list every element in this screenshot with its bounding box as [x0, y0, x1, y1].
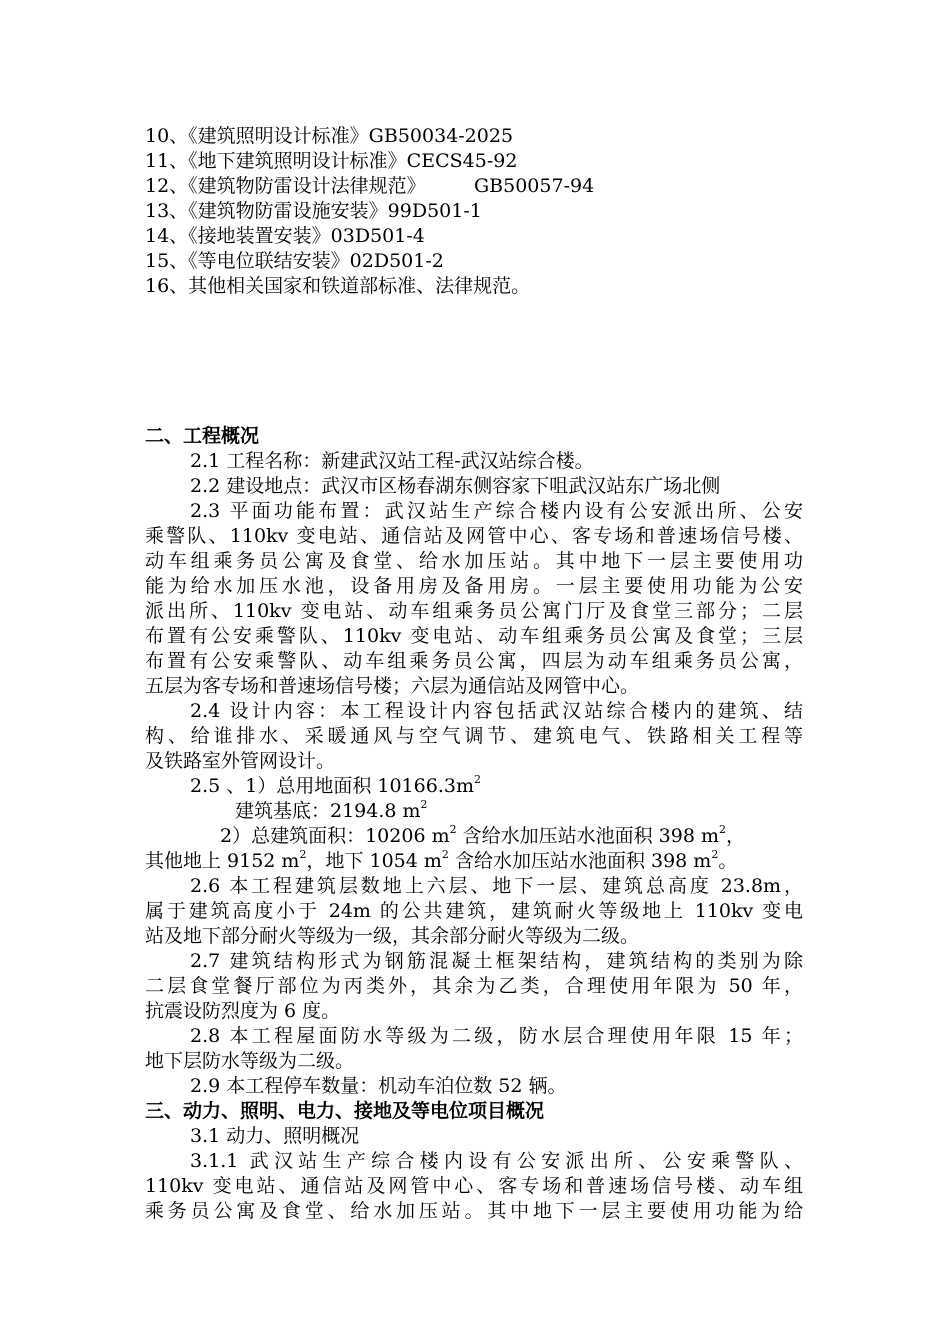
paragraph-line: 属于建筑高度小于 24m 的公共建筑，建筑耐火等级地上 110kv 变电: [145, 900, 803, 922]
superscript: 2: [449, 822, 457, 836]
paragraph-line: 2.2 建设地点：武汉市区杨春湖东侧容家下咀武汉站东广场北侧: [190, 475, 721, 497]
paragraph-line: 动车组乘务员公寓及食堂、给水加压站。其中地下一层主要使用功: [145, 550, 803, 572]
reference-item: 12、《建筑物防雷设计法律规范》 GB50057-94: [145, 175, 595, 197]
area-text: 其他地上 9152 m: [145, 850, 300, 872]
paragraph-line: 布置有公安乘警队、110kv 变电站、动车组乘务员公寓及食堂；三层: [145, 625, 803, 647]
paragraph-line: 及铁路室外管网设计。: [145, 750, 336, 772]
paragraph-line: 五层为客专场和普速场信号楼；六层为通信站及网管中心。: [145, 675, 640, 697]
paragraph-line: [145, 849, 737, 874]
paragraph-line: 2.7 建筑结构形式为钢筋混凝土框架结构，建筑结构的类别为除: [190, 950, 803, 972]
paragraph-line: [235, 799, 428, 824]
paragraph-line: 2.9 本工程停车数量：机动车泊位数 52 辆。: [190, 1075, 567, 1097]
paragraph-line: 2.4 设计内容：本工程设计内容包括武汉站综合楼内的建筑、结: [190, 700, 803, 722]
reference-item: 15、《等电位联结安装》02D501-2: [145, 250, 444, 272]
reference-item: 11、《地下建筑照明设计标准》CECS45-92: [145, 150, 518, 172]
superscript: 2: [711, 847, 719, 861]
paragraph-line: 2.3 平面功能布置：武汉站生产综合楼内设有公安派出所、公安: [190, 500, 803, 522]
paragraph-line: [220, 824, 745, 849]
paragraph-line: 布置有公安乘警队、动车组乘务员公寓，四层为动车组乘务员公寓，: [145, 650, 803, 672]
paragraph-line: 乘务员公寓及食堂、给水加压站。其中地下一层主要使用功能为给: [145, 1200, 803, 1222]
superscript: 2: [420, 797, 428, 811]
paragraph-line: 110kv 变电站、通信站及网管中心、客专场和普速场信号楼、动车组: [145, 1175, 803, 1197]
superscript: 2: [473, 772, 481, 786]
area-text: 。: [718, 850, 738, 872]
area-text: ，: [726, 825, 746, 847]
paragraph-line: 2.1 工程名称：新建武汉站工程-武汉站综合楼。: [190, 450, 594, 472]
paragraph-line: 3.1.1 武汉站生产综合楼内设有公安派出所、公安乘警队、: [190, 1150, 803, 1172]
area-text: ，地下 1054 m: [306, 850, 442, 872]
reference-item: 13、《建筑物防雷设施安装》99D501-1: [145, 200, 482, 222]
area-text: 含给水加压站水池面积 398 m: [448, 850, 712, 872]
superscript: 2: [719, 822, 726, 836]
area-text: 2.5 、1）总用地面积 10166.3m: [190, 775, 474, 797]
paragraph-line: [190, 774, 481, 799]
paragraph-line: 派出所、110kv 变电站、动车组乘务员公寓门厅及食堂三部分；二层: [145, 600, 803, 622]
paragraph-line: 构、给谁排水、采暖通风与空气调节、建筑电气、铁路相关工程等: [145, 725, 803, 747]
area-text: 2）总建筑面积：10206 m: [220, 825, 450, 847]
paragraph-line: 站及地下部分耐火等级为一级，其余部分耐火等级为二级。: [145, 925, 640, 947]
section-heading: 二、工程概况: [145, 425, 260, 447]
area-text: 含给水加压站水池面积 398 m: [456, 825, 719, 847]
paragraph-line: 乘警队、110kv 变电站、通信站及网管中心、客专场和普速场信号楼、: [145, 525, 803, 547]
paragraph-line: 2.6 本工程建筑层数地上六层、地下一层、建筑总高度 23.8m，: [190, 875, 803, 897]
paragraph-line: 3.1 动力、照明概况: [190, 1125, 360, 1147]
superscript: 2: [299, 847, 307, 861]
paragraph-line: 抗震设防烈度为 6 度。: [145, 1000, 341, 1022]
reference-item: 16、其他相关国家和铁道部标准、法律规范。: [145, 275, 531, 297]
reference-item: 14、《接地装置安装》03D501-4: [145, 225, 425, 247]
paragraph-line: 2.8 本工程屋面防水等级为二级，防水层合理使用年限 15 年；: [190, 1025, 803, 1047]
paragraph-line: 能为给水加压水池，设备用房及备用房。一层主要使用功能为公安: [145, 575, 803, 597]
superscript: 2: [441, 847, 449, 861]
area-text: 建筑基底：2194.8 m: [235, 800, 421, 822]
section-heading: 三、动力、照明、电力、接地及等电位项目概况: [145, 1100, 545, 1122]
paragraph-line: 地下层防水等级为二级。: [145, 1050, 355, 1072]
paragraph-line: 二层食堂餐厅部位为丙类外，其余为乙类，合理使用年限为 50 年，: [145, 975, 803, 997]
reference-item: 10、《建筑照明设计标准》GB50034-2025: [145, 125, 514, 147]
